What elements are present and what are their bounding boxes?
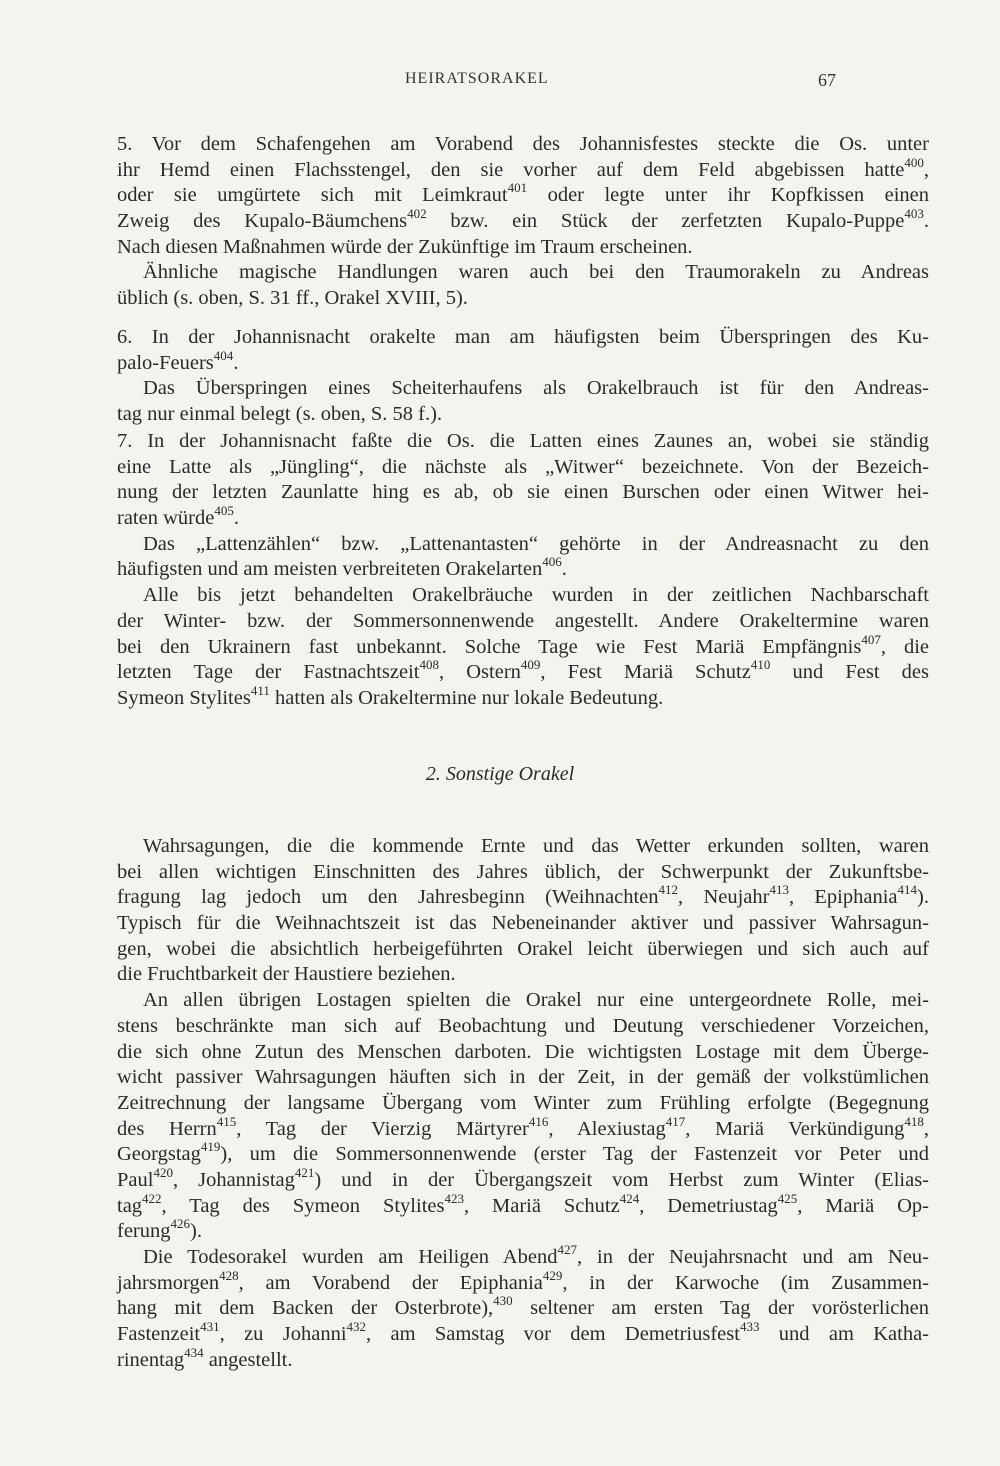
- text-segment: , Neujahr: [678, 886, 770, 909]
- text-segment: Nach diesen Maßnahmen würde der Zukünftige im Traum erscheinen.: [117, 235, 693, 258]
- text-segment: , Demetriustag: [639, 1194, 778, 1217]
- text-segment: Die Todesorakel wurden am Heiligen Abend: [143, 1246, 558, 1268]
- text-segment: ,: [923, 158, 929, 181]
- text-segment: palo-Feuers: [117, 351, 214, 374]
- text-line: [117, 911, 929, 937]
- text-segment: 5. Vor dem Schafengehen am Vorabend des Johannisfestes steckte die Os. unter: [117, 133, 929, 155]
- footnote-marker: 426: [170, 1216, 191, 1232]
- text-line: [117, 1113, 930, 1143]
- text-segment: bei allen wichtigen Einschnitten des Jahres üblich, der Schwerpunkt der Zukunftsbe-: [117, 860, 929, 883]
- footnote-marker: 411: [250, 682, 270, 698]
- footnote-marker: 433: [739, 1319, 760, 1335]
- footnote-marker: 416: [528, 1113, 549, 1129]
- footnote-marker: 410: [750, 657, 771, 673]
- text-segment: Fastenzeit: [117, 1323, 201, 1346]
- text-segment: ) und in der Übergangszeit vom Herbst zum Winter (Elias-: [314, 1168, 930, 1191]
- footnote-marker: 431: [200, 1319, 220, 1335]
- text-segment: Alle bis jetzt behandelten Orakelbräuche wurden in der zeitlichen Nachbarschaft: [143, 584, 929, 607]
- text-segment: die sich ohne Zutun des Menschen darboten. Die wichtigsten Lostage mit dem Überge-: [117, 1040, 929, 1063]
- text-segment: ).: [190, 1220, 202, 1243]
- text-segment: raten würde: [117, 507, 215, 530]
- text-segment: letzten Tage der Fastnachtszeit: [117, 661, 420, 684]
- text-line: [117, 260, 929, 286]
- text-segment: .: [923, 210, 929, 233]
- text-line: [117, 609, 929, 635]
- text-segment: , in der Neujahrsnacht und am Neu-: [576, 1246, 929, 1268]
- text-segment: wicht passiver Wahrsagungen häuften sich in der Zeit, in der gemäß der volkstümlichen: [117, 1066, 929, 1089]
- text-line: [117, 682, 929, 712]
- text-segment: Symeon Stylites: [117, 686, 251, 709]
- text-segment: ihr Hemd einen Flachsstengel, den sie vorher auf dem Feld abgebissen hatte: [117, 158, 905, 181]
- text-segment: , Ostern: [439, 661, 521, 684]
- text-line: [117, 1267, 929, 1297]
- text-segment: Das „Lattenzählen“ bzw. „Lattenantasten“ gehörte in der Andreasnacht zu den: [143, 532, 929, 555]
- text-segment: stens beschränkte man sich auf Beobachtung und Deutung verschiedener Vorzeichen,: [117, 1014, 929, 1037]
- text-segment: angestellt.: [203, 1348, 293, 1371]
- text-line: [117, 480, 929, 506]
- footnote-marker: 405: [214, 503, 234, 519]
- text-line: [117, 1091, 929, 1117]
- text-line: [117, 1344, 929, 1374]
- text-segment: eine Latte als „Jüngling“, die nächste als „Witwer“ bezeichnete. Von der Bezeich-: [117, 455, 929, 478]
- text-segment: rinentag: [117, 1348, 185, 1371]
- text-line: [117, 1040, 929, 1066]
- text-line: [117, 532, 929, 558]
- text-line: [117, 657, 929, 686]
- text-line: [117, 1216, 929, 1245]
- text-line: [117, 503, 929, 532]
- text-segment: Wahrsagungen, die die kommende Ernte und das Wetter erkunden sollten, waren: [143, 835, 929, 857]
- text-segment: .: [233, 351, 239, 374]
- paragraph-7: [117, 429, 929, 712]
- text-segment: jahrsmorgen: [117, 1271, 220, 1294]
- footnote-marker: 412: [658, 882, 678, 898]
- text-segment: üblich (s. oben, S. 31 ff., Orakel XVIII, 5).: [117, 287, 468, 310]
- text-line: [117, 583, 929, 609]
- text-segment: ), um die Sommersonnenwende (erster Tag der Fastenzeit vor Peter und: [220, 1143, 929, 1166]
- text-line: [117, 1190, 929, 1220]
- text-segment: , Mariä Op-: [797, 1194, 929, 1217]
- footnote-marker: 415: [216, 1113, 237, 1129]
- text-segment: ).: [917, 886, 929, 909]
- text-segment: 6. In der Johannisnacht orakelte man am häufigsten beim Überspringen des Ku-: [117, 326, 929, 348]
- text-line: [117, 834, 929, 860]
- text-segment: hatten als Orakeltermine nur lokale Bedeutung.: [269, 686, 664, 709]
- footnote-marker: 417: [665, 1113, 686, 1129]
- footnote-marker: 430: [493, 1293, 513, 1309]
- footnote-marker: 402: [407, 206, 427, 222]
- text-segment: oder sie umgürtete sich mit Leimkraut: [117, 184, 508, 207]
- text-segment: , Mariä Verkündigung: [685, 1117, 905, 1140]
- footnote-marker: 408: [419, 657, 439, 673]
- text-segment: , Tag des Symeon Stylites: [161, 1194, 445, 1217]
- text-line: [117, 1065, 929, 1091]
- footnote-marker: 414: [897, 882, 918, 898]
- text-line: [117, 376, 929, 402]
- section-heading: 2. Sonstige Orakel: [425, 763, 575, 785]
- text-segment: , Fest Mariä Schutz: [540, 661, 751, 684]
- text-line: [117, 235, 929, 261]
- text-line: [117, 325, 929, 351]
- text-segment: bzw. ein Stück der zerfetzten Kupalo-Puppe: [426, 210, 905, 233]
- footnote-marker: 427: [557, 1242, 577, 1257]
- text-segment: Georgstag: [117, 1143, 201, 1166]
- text-segment: .: [233, 507, 239, 530]
- running-header: HEIRATSORAKEL: [405, 70, 549, 87]
- footnote-marker: 434: [184, 1344, 204, 1360]
- text-segment: , am Vorabend der Epiphania: [238, 1271, 543, 1294]
- footnote-marker: 423: [444, 1190, 464, 1206]
- text-segment: , Mariä Schutz: [463, 1194, 620, 1217]
- text-line: [117, 860, 929, 886]
- text-segment: und Fest des: [770, 661, 929, 684]
- text-segment: bei den Ukrainern fast unbekannt. Solche Tage wie Fest Mariä Empfängnis: [117, 635, 862, 658]
- footnote-marker: 409: [520, 657, 541, 673]
- footnote-marker: 432: [346, 1319, 367, 1335]
- text-segment: oder legte unter ihr Kopfkissen einen: [527, 184, 929, 207]
- text-segment: die Fruchtbarkeit der Haustiere beziehen.: [117, 963, 456, 986]
- text-segment: des Herrn: [117, 1117, 217, 1140]
- page-number: 67: [818, 70, 836, 90]
- footnote-marker: 420: [153, 1164, 173, 1180]
- text-segment: An allen übrigen Lostagen spielten die Orakel nur eine untergeordnete Rolle, mei-: [143, 989, 929, 1012]
- text-segment: ferung: [117, 1220, 171, 1243]
- footnote-marker: 400: [904, 154, 924, 170]
- footnote-marker: 422: [142, 1190, 162, 1206]
- text-segment: seltener am ersten Tag der vorösterlichen: [512, 1297, 929, 1320]
- text-line: [117, 347, 929, 377]
- text-segment: nung der letzten Zaunlatte hing es ab, ob sie einen Burschen oder einen Witwer hei-: [117, 481, 929, 504]
- text-segment: fragung lag jedoch um den Jahresbeginn (Weihnachten: [117, 886, 659, 909]
- footnote-marker: 425: [777, 1190, 798, 1206]
- text-segment: tag: [117, 1194, 143, 1217]
- text-segment: und am Katha-: [759, 1323, 929, 1346]
- text-segment: tag nur einmal belegt (s. oben, S. 58 f.).: [117, 403, 443, 426]
- text-segment: , am Samstag vor dem Demetriusfest: [366, 1323, 740, 1346]
- text-segment: , zu Johanni: [219, 1323, 347, 1346]
- text-line: [117, 554, 929, 583]
- footnote-marker: 419: [200, 1139, 221, 1155]
- footnote-marker: 404: [213, 347, 234, 363]
- text-segment: .: [561, 558, 567, 581]
- text-segment: Typisch für die Weihnachtszeit ist das Nebeneinander aktiver und passiver Wahrsagun-: [117, 912, 929, 935]
- text-line: [117, 1014, 929, 1040]
- text-segment: , Johannistag: [172, 1168, 295, 1191]
- text-line: [117, 455, 929, 481]
- text-line: [117, 1164, 930, 1194]
- text-line: [117, 1319, 929, 1348]
- paragraph-6: [117, 325, 929, 428]
- footnote-marker: 424: [619, 1190, 640, 1206]
- section-body: [117, 834, 929, 1373]
- text-segment: Paul: [117, 1168, 154, 1191]
- text-segment: ,: [923, 1117, 930, 1140]
- text-line: [117, 180, 929, 209]
- text-segment: Zeitrechnung der langsame Übergang vom Winter zum Frühling erfolgte (Begegnung: [117, 1091, 929, 1114]
- footnote-marker: 418: [904, 1113, 924, 1129]
- text-segment: gen, wobei die absichtlich herbeigeführten Orakel leicht überwiegen und sich auch auf: [117, 937, 929, 960]
- text-segment: , Tag der Vierzig Märtyrer: [236, 1117, 529, 1140]
- footnote-marker: 401: [507, 180, 528, 196]
- text-segment: Das Überspringen eines Scheiterhaufens als Orakelbrauch ist für den Andreas-: [143, 377, 929, 400]
- text-segment: 7. In der Johannisnacht faßte die Os. die Latten eines Zaunes an, wobei sie ständig: [117, 430, 929, 452]
- footnote-marker: 406: [542, 554, 562, 570]
- text-line: [117, 206, 929, 235]
- footnote-marker: 429: [542, 1267, 563, 1283]
- text-line: [117, 962, 929, 988]
- text-segment: , Epiphania: [788, 886, 898, 909]
- footnote-marker: 403: [904, 206, 924, 222]
- text-line: [117, 937, 929, 963]
- text-line: [117, 1242, 929, 1271]
- footnote-marker: 421: [294, 1164, 315, 1180]
- text-line: [117, 1293, 929, 1322]
- paragraph-5: [117, 132, 929, 312]
- text-line: [117, 286, 929, 312]
- text-segment: häufigsten und am meisten verbreiteten Orakelarten: [117, 558, 543, 581]
- text-segment: Zweig des Kupalo-Bäumchens: [117, 210, 408, 233]
- text-line: [117, 132, 929, 158]
- text-segment: hang mit dem Backen der Osterbrote),: [117, 1297, 494, 1320]
- footnote-marker: 428: [219, 1267, 239, 1283]
- footnote-marker: 413: [769, 882, 789, 898]
- text-segment: , in der Karwoche (im Zusammen-: [562, 1271, 929, 1294]
- text-segment: Ähnliche magische Handlungen waren auch bei den Traumorakeln zu Andreas: [143, 261, 929, 284]
- footnote-marker: 407: [861, 631, 881, 647]
- text-line: [117, 402, 929, 428]
- text-line: [117, 882, 929, 911]
- text-line: [117, 988, 929, 1014]
- text-segment: der Winter- bzw. der Sommersonnenwende angestellt. Andere Orakeltermine waren: [117, 609, 929, 632]
- text-segment: , die: [880, 635, 929, 658]
- text-line: [117, 1139, 929, 1168]
- text-segment: , Alexiustag: [548, 1117, 666, 1140]
- text-line: [117, 429, 929, 455]
